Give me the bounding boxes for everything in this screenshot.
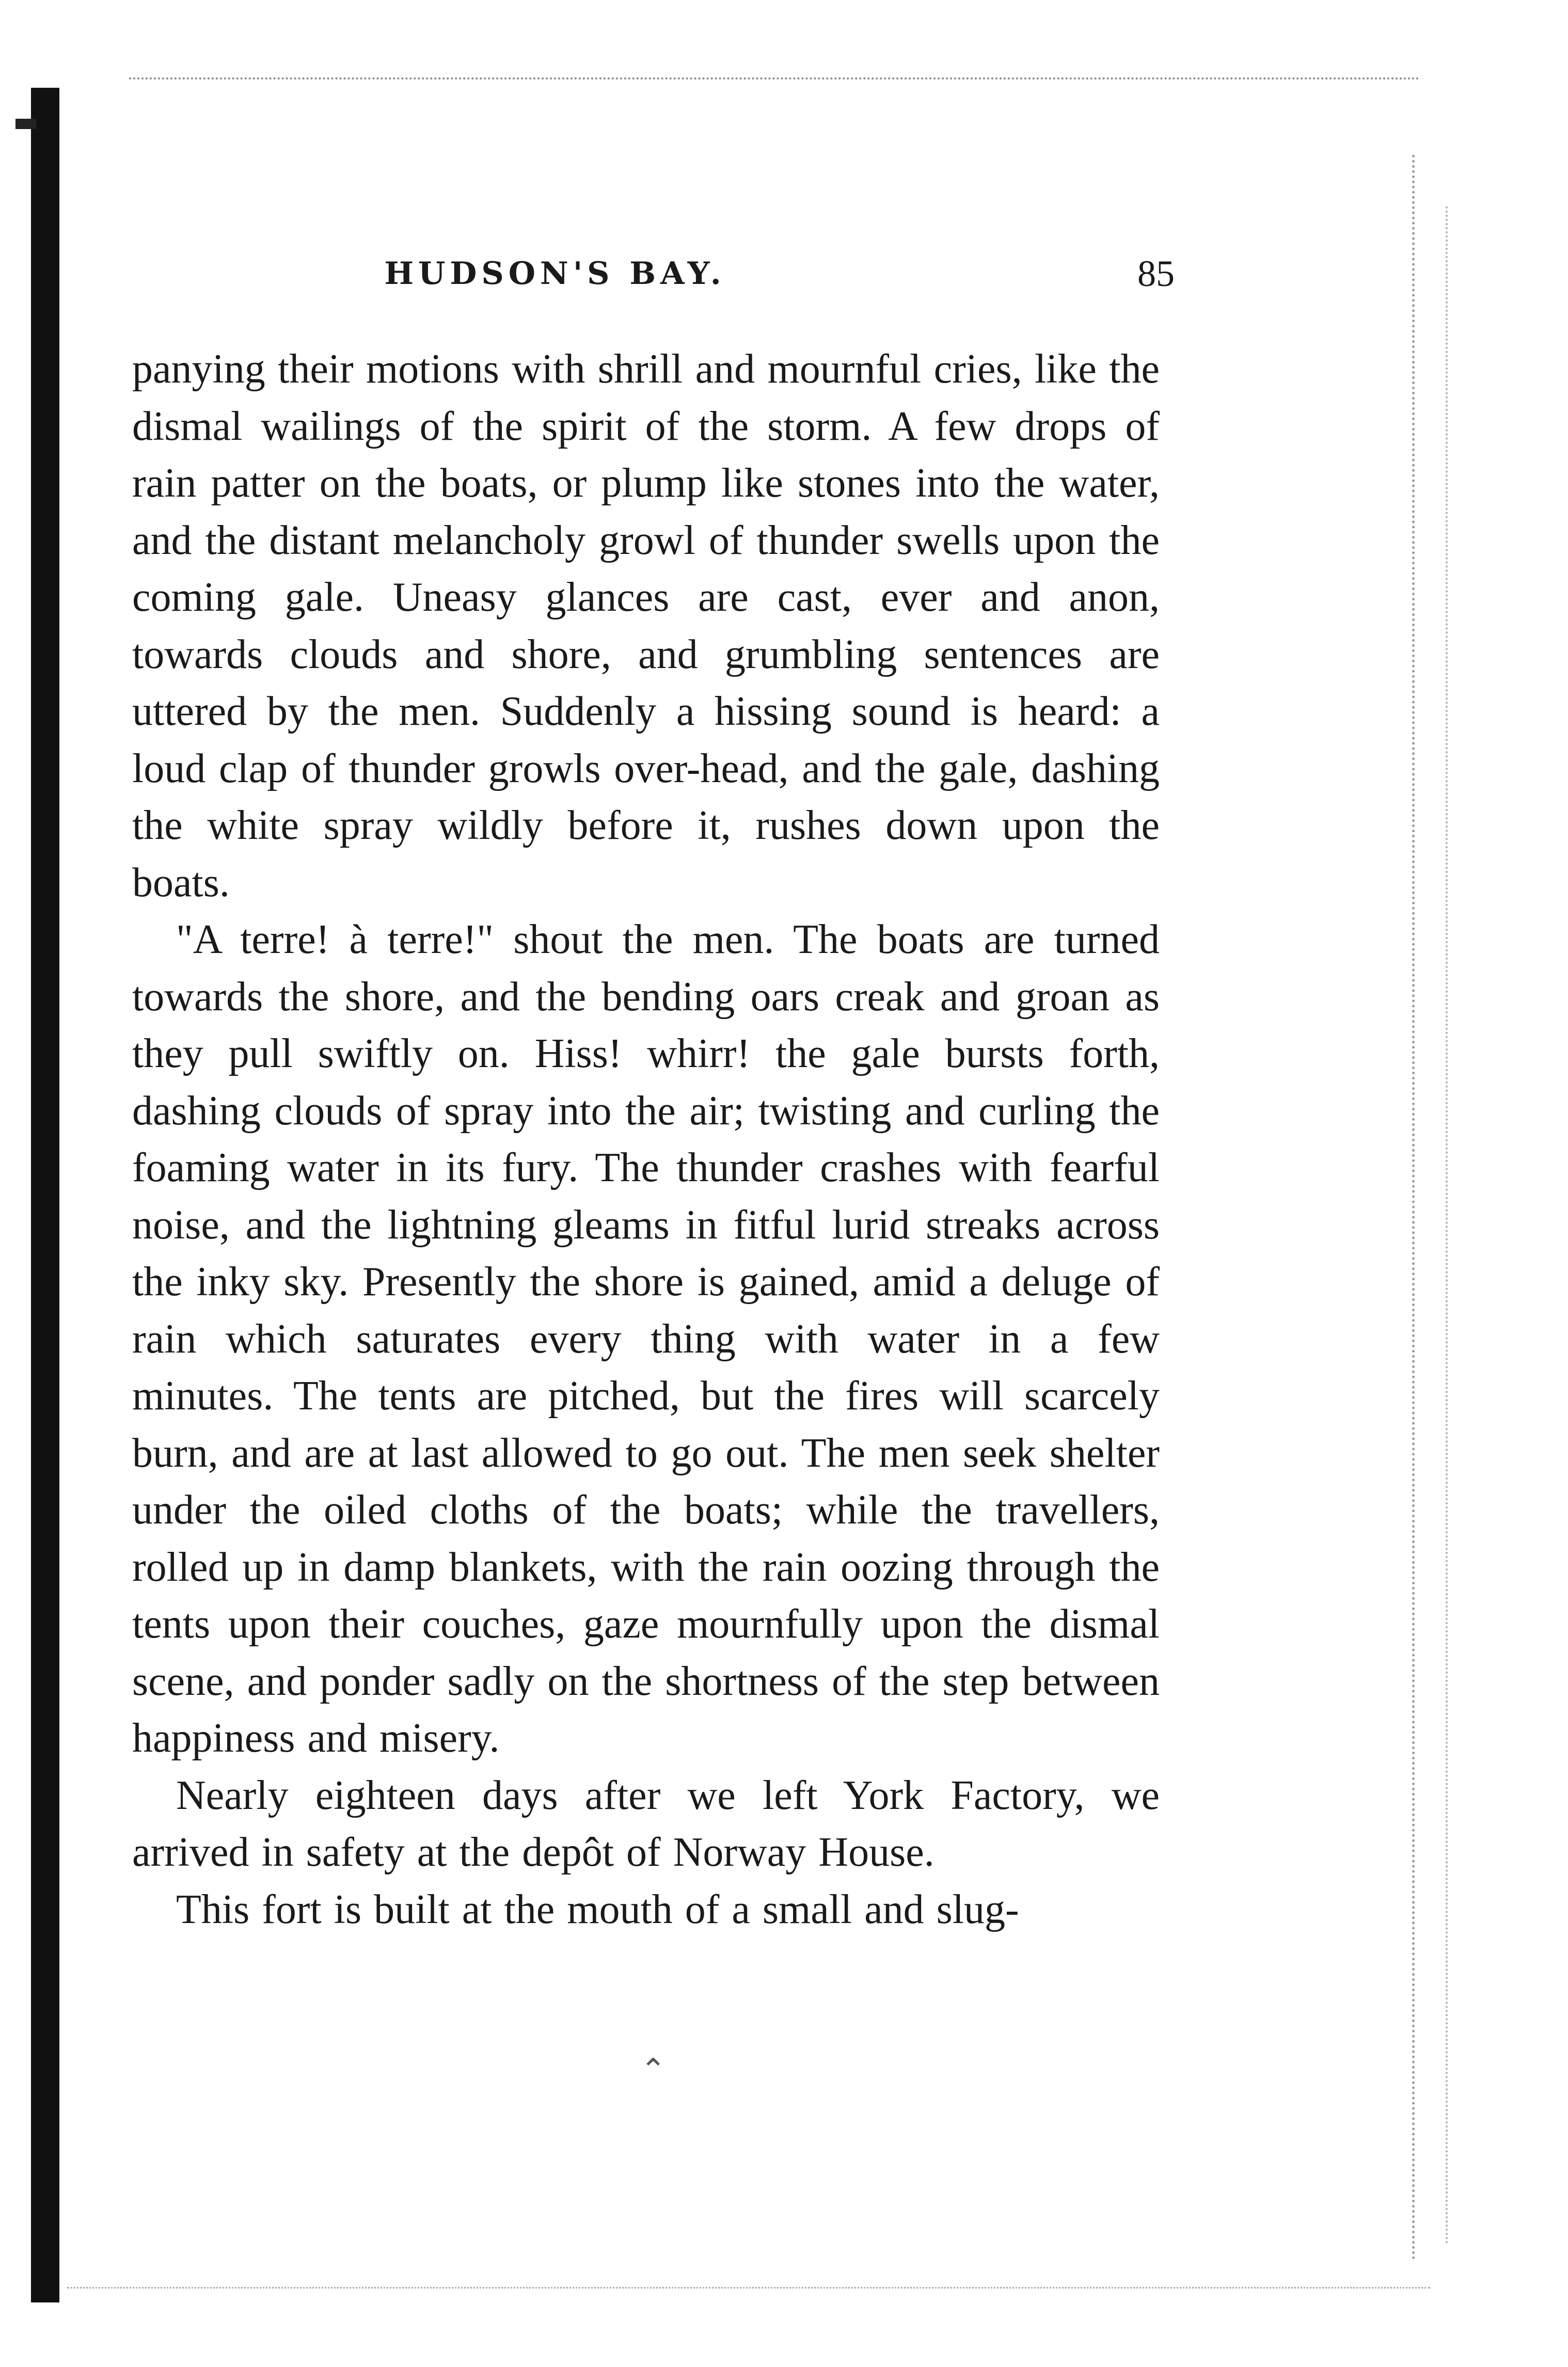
page-number: 85 [1137,253,1175,294]
paragraph-arrival: Nearly eighteen days after we left York Factory, we arrived in safety at the depôt of Norway House. [132,1772,1160,1875]
scan-mark-icon: ⌃ [640,2052,667,2088]
paragraph-storm: "A terre! à terre!" shout the men. The boats are turned towards the shore, and the bending oars creak and groan as they pull swiftly on. Hiss! whirr! the gale bursts forth, dashing clouds of spray into the air; twisting and curling the foaming water in its fury. The thunder crashes with fearful noise, and the lightning gleams in fitful lurid streaks across the inky sky. Presently the shore is gained, amid a deluge of rain which saturates every thing with water in a few minutes. The tents are pitched, but the fires will scarcely burn, and are at last allowed to go out. The men seek shelter under the oiled cloths of the boats; while the travellers, rolled up in damp blankets, with the rain oozing through the tents upon their couches, gaze mournfully upon the dismal scene, and ponder sadly on the shortness of the step between happiness and misery. [132,917,1160,1761]
running-title: HUDSON'S BAY. [384,256,726,292]
scan-noise-bottom [67,2287,1430,2291]
body-text [132,341,1160,1938]
scan-noise-top [129,77,1420,83]
paragraph-continued: panying their motions with shrill and mournful cries, like the dismal wailings of the spirit of the storm. A few drops of rain patter on the boats, or plump like stones into the water, and the distant melancholy growl of thunder swells upon the coming gale. Uneasy glances are cast, ever and anon, towards clouds and shore, and grumbling sentences are uttered by the men. Suddenly a hissing sound is heard: a loud clap of thunder growls over-head, and the gale, dashing the white spray wildly before it, rushes down upon the boats. [132,346,1160,906]
running-head [271,253,1190,302]
page-edge-right-outer [1446,206,1452,2246]
paragraph-fort: This fort is built at the mouth of a small and slug- [176,1886,1019,1932]
binding-shadow [31,88,59,2302]
page-edge-right [1412,155,1419,2261]
scan-artifact [15,119,36,129]
